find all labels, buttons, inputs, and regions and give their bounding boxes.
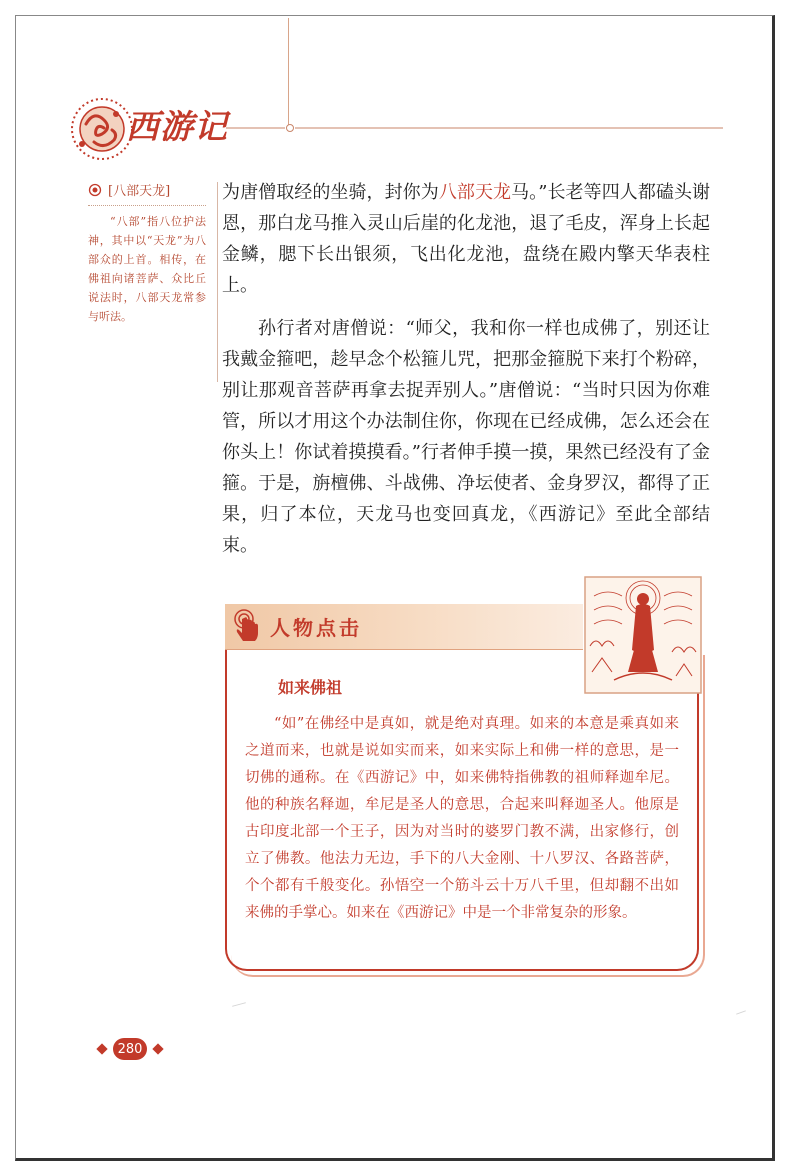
book-title: 西游记 xyxy=(126,107,228,146)
term-highlight: 八部天龙 xyxy=(438,182,512,203)
feature-tab-label: 人物点击 xyxy=(270,616,362,640)
feature-body: “如”在佛经中是真如，就是绝对真理。如来的本意是乘真如来之道而来，也就是说如实而来，如来实际上和佛一样的意思，是一切佛的通称。在《西游记》中，如来佛特指佛教的祖师释迦牟尼。他的种族名释迦，牟尼是圣人的意思，合起来叫释迦圣人。他原是古印度北部一个王子，因为对当时的婆罗门教不满，出家修行，创立了佛教。他法力无边，手下的八大金刚、十八罗汉、各路菩萨，个个都有千般变化。孙悟空一个筋斗云十万八千里，但却翻不出如来佛的手掌心。如来在《西游记》中是一个非常复杂的形象。 xyxy=(245,716,679,921)
diamond-right-icon xyxy=(152,1043,163,1054)
finger-tap-icon xyxy=(233,609,263,645)
page-number xyxy=(98,1038,162,1060)
header-vertical-line xyxy=(288,18,289,126)
main-paragraph-2: 孙行者对唐僧说：“师父，我和你一样也成佛了，别还让我戴金箍吧，趁早念个松箍儿咒，把那金箍脱下来打个粉碎，别让那观音菩萨再拿去捉弄别人。”唐僧说：“当时只因为你难管，所以才用这个办法制住你，你现在已经成佛，怎么还会在你头上！你试着摸摸看。”行者伸手摸一摸，果然已经没有了金箍。于是，旃檀佛、斗战佛、净坛使者、金身罗汉，都得了正果，归了本位，天龙马也变回真龙，《西游记》至此全部结束。 xyxy=(222,318,710,556)
header-rule xyxy=(226,124,723,132)
note-body: “八部”指八位护法神，其中以“天龙”为八部众的上首。相传，在佛祖向诸菩萨、众比丘说法时，八部天龙常参与听法。 xyxy=(88,215,206,323)
circle-bullet-icon xyxy=(88,183,102,197)
buddha-illustration xyxy=(584,576,702,694)
cloud-ornament-icon xyxy=(64,84,134,174)
diamond-left-icon xyxy=(96,1043,107,1054)
note-divider xyxy=(88,205,206,206)
margin-note xyxy=(88,180,206,326)
feature-heading: 如来佛祖 xyxy=(278,678,343,697)
note-heading xyxy=(88,180,206,199)
main-text xyxy=(222,177,710,561)
note-heading-text: [八部天龙] xyxy=(108,184,171,199)
page-number-badge: 280 xyxy=(113,1038,147,1060)
note-vertical-line xyxy=(217,182,218,382)
main-paragraph-1: 为唐僧取经的坐骑，封你为八部天龙马。”长老等四人都磕头谢恩，那白龙马推入灵山后崖的化龙池，退了毛皮，浑身上长起金鳞，腮下长出银须，飞出化龙池，盘绕在殿内擎天华表柱上。 xyxy=(222,182,711,296)
